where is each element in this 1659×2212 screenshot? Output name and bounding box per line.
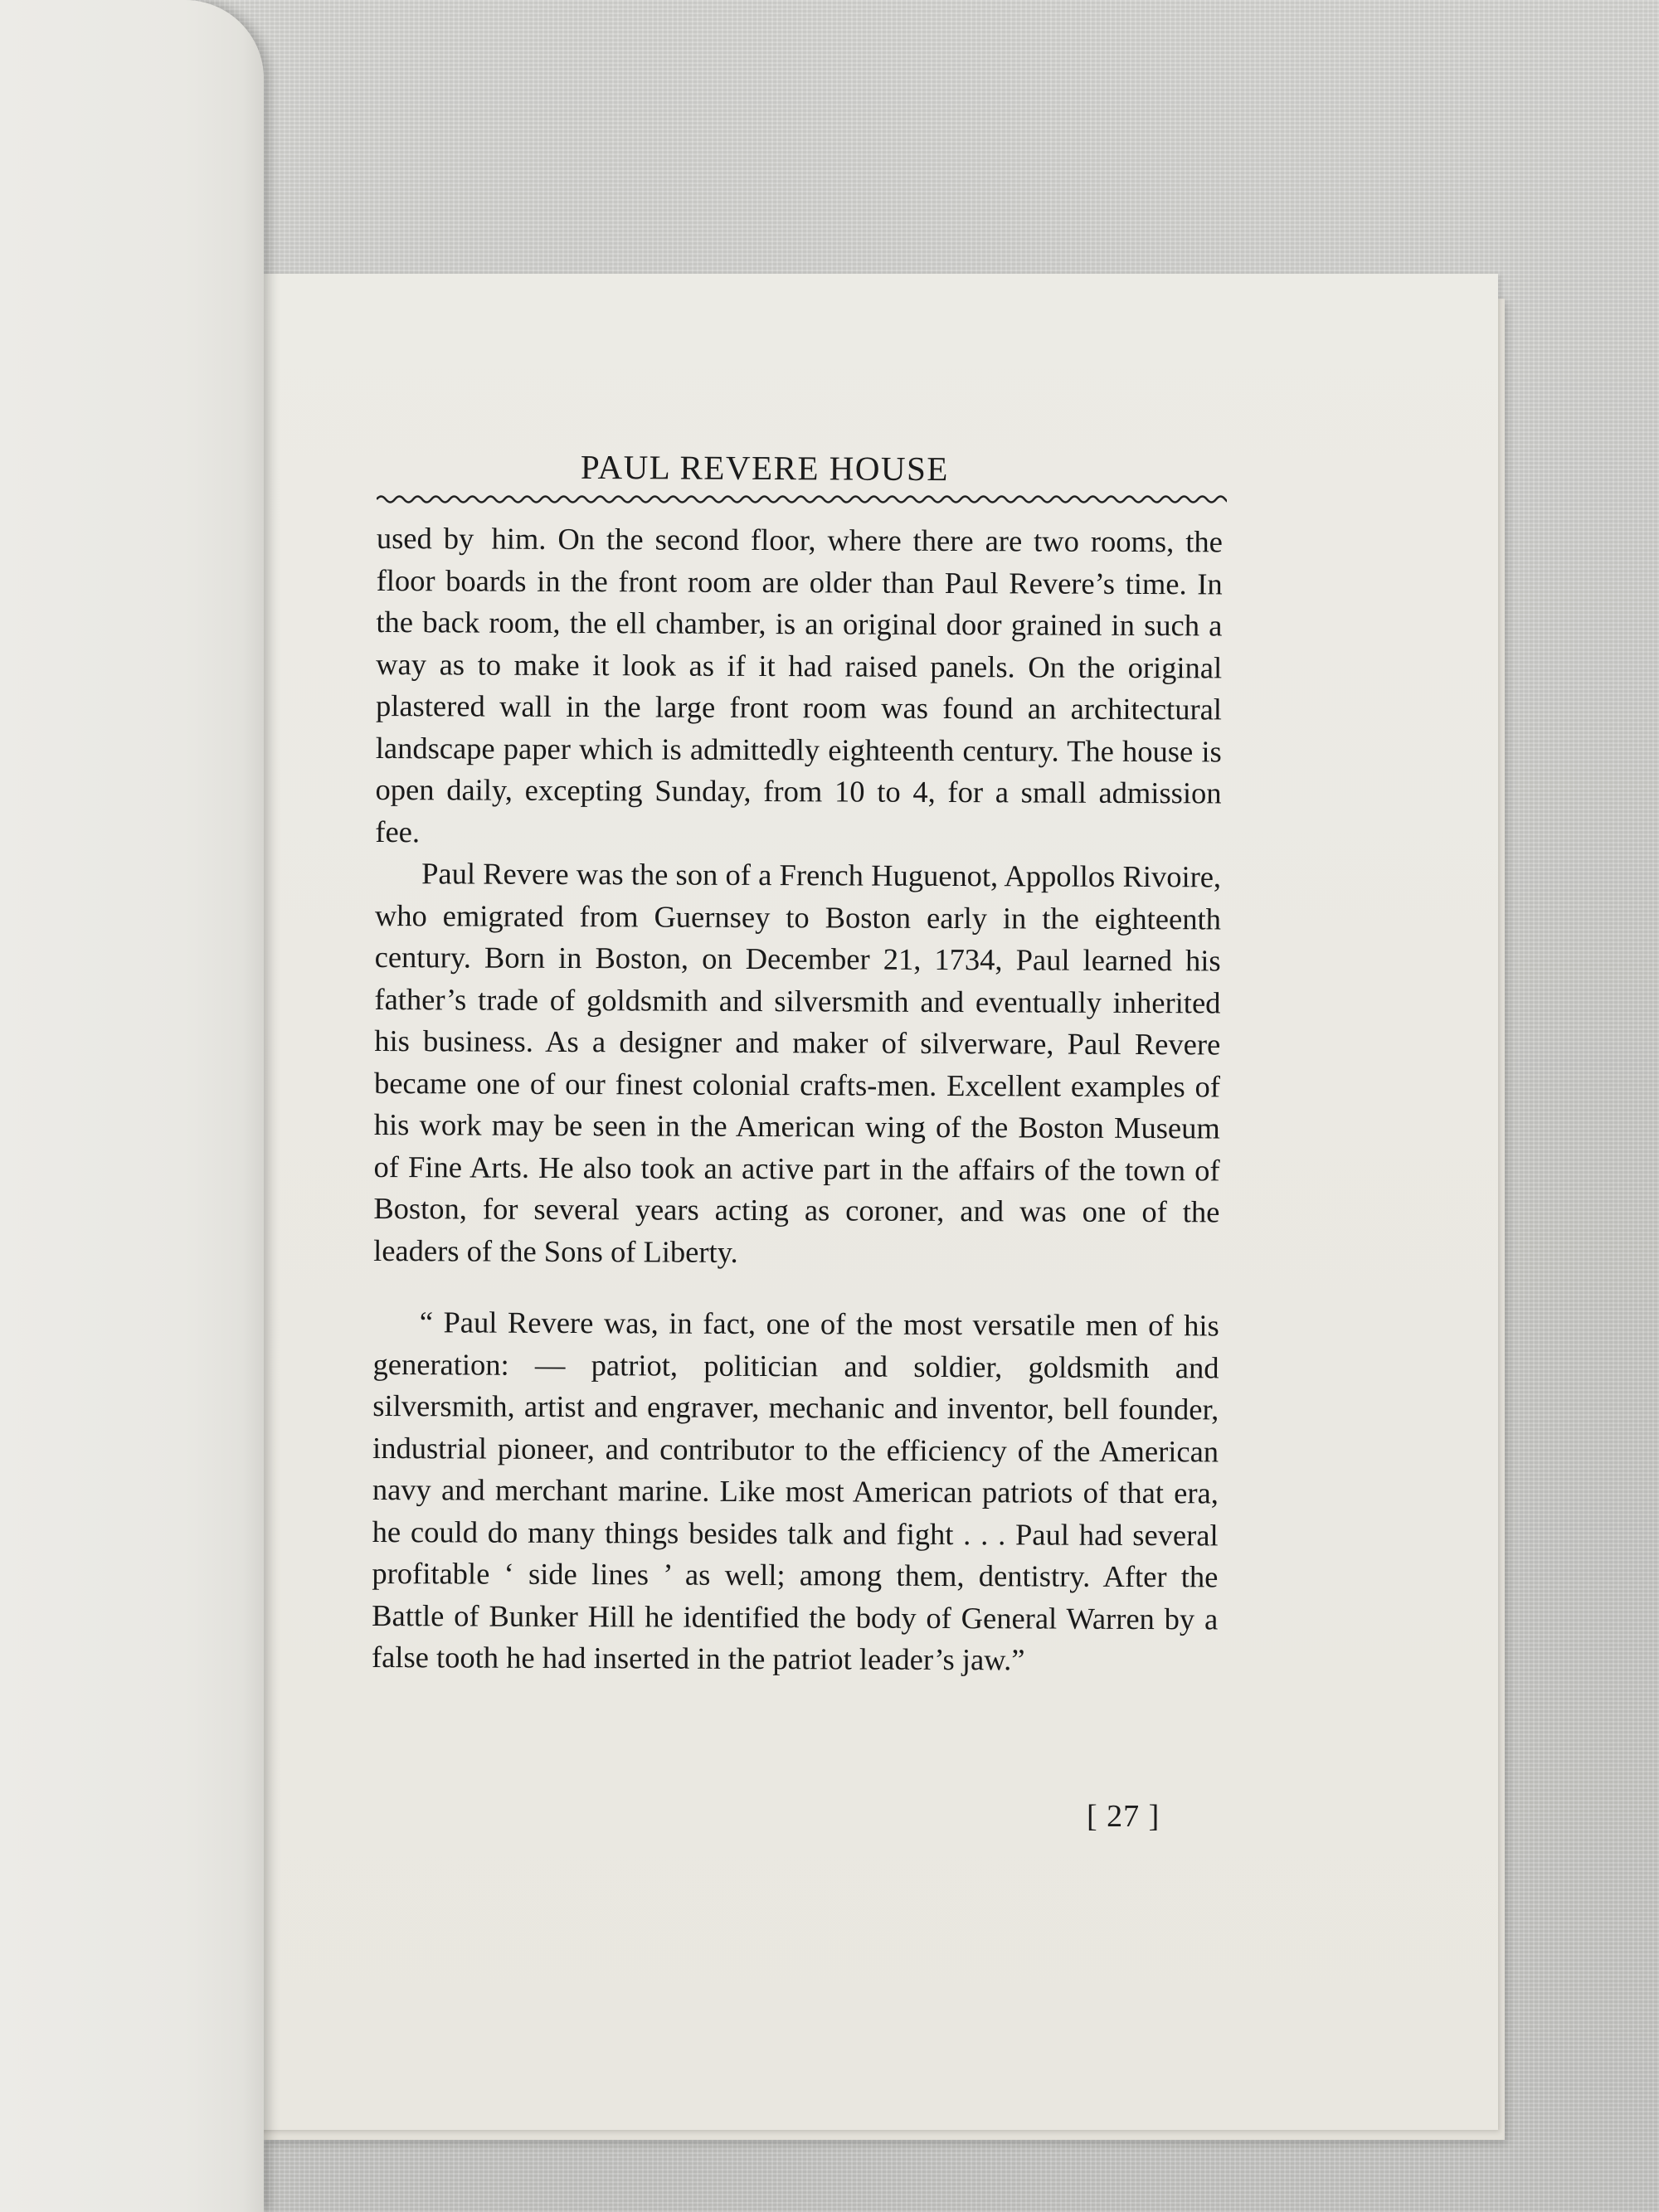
body-text [372, 518, 1223, 1682]
paragraph-2: Paul Revere was the son of a French Huguenot, Appollos Rivoire, who emigrated from Guernsey to Boston early in the eighteenth century. Born in Boston, on December 21, 1734, Paul learned his father’s trade of goldsmith and silversmith and eventually inherited his business. As a designer and maker of silverware, Paul Revere became one of our finest colonial crafts-men. Excellent examples of his work may be seen in the American wing of the Boston Museum of Fine Arts. He also took an active part in the affairs of the town of Boston, for several years acting as coroner, and was one of the leaders of the Sons of Liberty. [373, 856, 1222, 1269]
left-page-edge [0, 0, 264, 2212]
page-number: [ 27 ] [1087, 1799, 1160, 1834]
running-head: PAUL REVERE HOUSE [580, 447, 950, 489]
paragraph-1: used by him. On the second floor, where there are two rooms, the floor boards in the front room are older than Paul Revere’s time. In the back room, the ell chamber, is an original door grained in such a way as to make it look as if it had raised panels. On the original plastered wall in the large front room was found an architectural landscape paper which is admittedly eighteenth century. The house is open daily, excepting Sunday, from 10 to 4, for a small admission fee. [375, 520, 1223, 848]
quote-paragraph: “ Paul Revere was, in fact, one of the most versatile men of his generation: — patriot, politician and soldier, goldsmith and silversmith, artist and engraver, mechanic and inventor, bell founder, industrial pioneer, and contributor to the efficiency of the American navy and merchant marine. Like most American patriots of that era, he could do many things besides talk and fight . . . Paul had several profitable ‘ side lines ’ as well; among them, dentistry. After the Battle of Bunker Hill he identified the body of General Warren by a false tooth he had inserted in the patriot leader’s jaw.” [371, 1305, 1219, 1677]
wavy-rule [377, 489, 1227, 509]
